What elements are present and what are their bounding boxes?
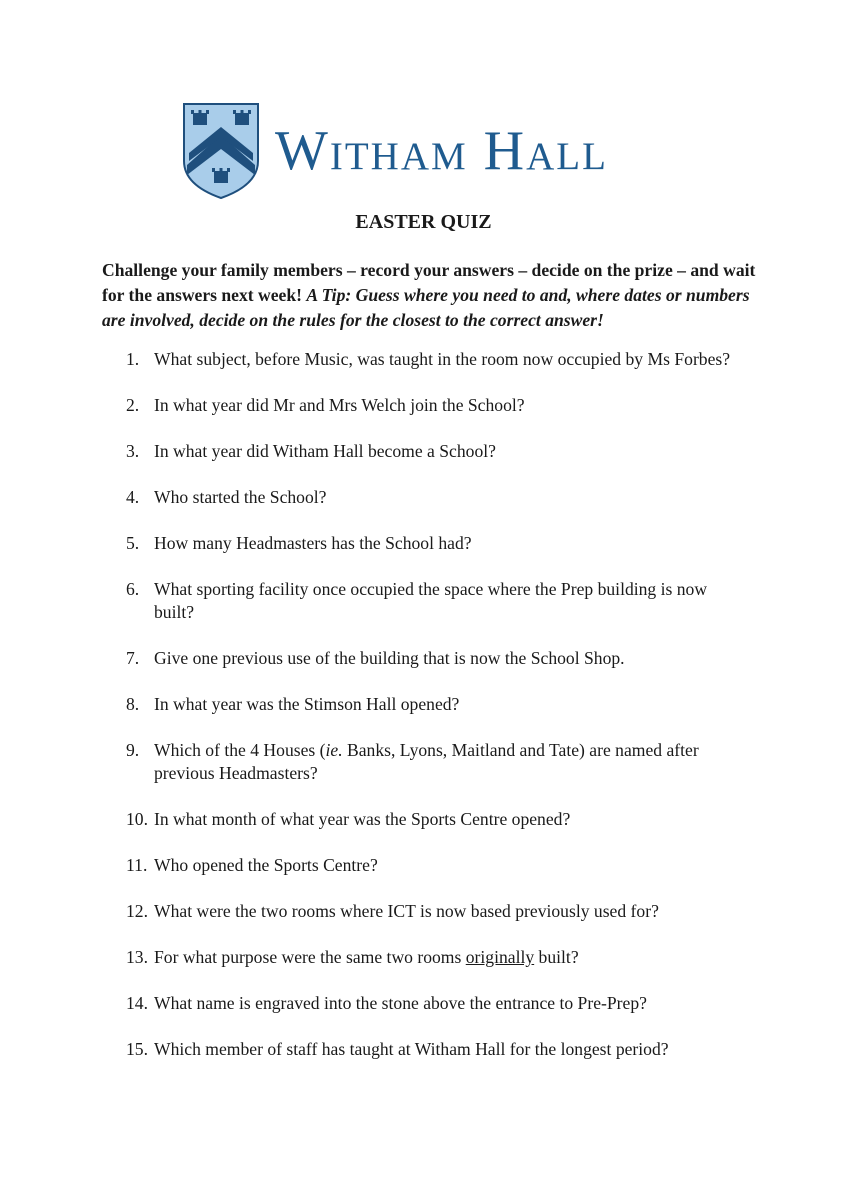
question-number: 10. [126, 809, 148, 829]
intro-tip: A Tip: Guess where you need to and, where dates or numbers are involved, decide on the rules for the closest to the correct answer! [102, 285, 750, 330]
question-text: Who opened the Sports Centre? [154, 855, 378, 875]
question-text: In what year did Mr and Mrs Welch join the School? [154, 395, 525, 415]
question-item [126, 532, 746, 555]
question-number: 15. [126, 1039, 148, 1059]
school-crest-icon [183, 103, 259, 199]
question-number: 6. [126, 579, 140, 599]
intro-paragraph [102, 258, 762, 333]
school-name: Witham Hall [275, 120, 608, 182]
question-text: How many Headmasters has the School had? [154, 533, 472, 553]
question-text: What subject, before Music, was taught in the room now occupied by Ms Forbes? [154, 349, 731, 369]
question-text: Who started the School? [154, 487, 327, 507]
question-number: 14. [126, 993, 148, 1013]
intro-instructions: Challenge your family members – record your answers – decide on the prize – and wait for the answers next week! [102, 260, 756, 305]
question-text: In what year did Witham Hall become a School? [154, 441, 496, 461]
question-text: Give one previous use of the building that is now the School Shop. [154, 648, 625, 668]
question-text: What were the two rooms where ICT is now based previously used for? [154, 901, 659, 921]
page-title: EASTER QUIZ [355, 211, 492, 233]
question-item [126, 946, 746, 969]
question-text [154, 946, 746, 969]
question-text: What name is engraved into the stone above the entrance to Pre-Prep? [154, 993, 647, 1013]
question-item [126, 693, 746, 716]
question-item [126, 854, 746, 877]
question-item [126, 808, 746, 831]
question-number: 2. [126, 395, 140, 415]
question-item [126, 394, 746, 417]
question-number: 11. [126, 855, 148, 875]
question-item [126, 578, 746, 624]
question-text-part: For what purpose were the same two rooms [154, 947, 466, 967]
question-number: 8. [126, 694, 140, 714]
question-number: 4. [126, 487, 140, 507]
question-item [126, 739, 746, 785]
question-item [126, 647, 746, 670]
question-item [126, 900, 746, 923]
question-text: In what year was the Stimson Hall opened? [154, 694, 460, 714]
question-item [126, 486, 746, 509]
question-number: 9. [126, 740, 140, 760]
question-text-emphasis: ie. [325, 740, 343, 760]
question-text-underline: originally [465, 947, 535, 967]
question-list [126, 348, 746, 1084]
question-number: 1. [126, 349, 140, 369]
question-text: In what month of what year was the Sports Centre opened? [154, 809, 571, 829]
question-number: 3. [126, 441, 140, 461]
school-logo [183, 103, 608, 199]
question-number: 13. [126, 947, 148, 967]
question-number: 5. [126, 533, 140, 553]
question-text-part: Which of the 4 Houses ( [154, 740, 326, 760]
question-number: 12. [126, 901, 148, 921]
question-text-part: Banks, Lyons, Maitland and Tate) are named after previous Headmasters? [154, 740, 699, 783]
question-number: 7. [126, 648, 140, 668]
question-item [126, 348, 746, 371]
question-text [154, 739, 746, 785]
question-item [126, 992, 746, 1015]
question-text-part: built? [534, 947, 579, 967]
question-text: Which member of staff has taught at Witham Hall for the longest period? [154, 1039, 669, 1059]
question-text: What sporting facility once occupied the space where the Prep building is now built? [154, 579, 708, 622]
question-item [126, 1038, 746, 1061]
question-item [126, 440, 746, 463]
